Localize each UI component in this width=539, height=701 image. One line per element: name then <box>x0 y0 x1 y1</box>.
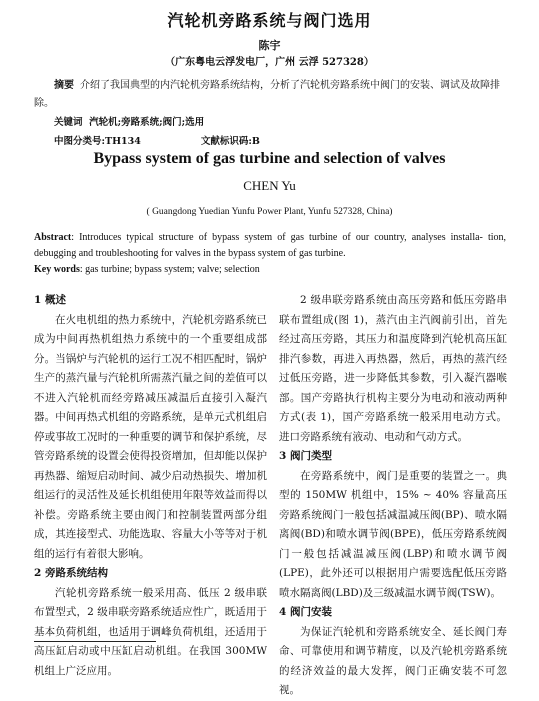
english-keywords-label: Key words <box>34 264 80 275</box>
english-keywords <box>34 264 260 275</box>
chinese-keywords-text: 汽轮机;旁路系统;阀门;选用 <box>89 117 205 128</box>
english-abstract-text: : Introduces typical structure of bypass system of gas turbine of our country, analyses installa- tion, debugging and troubleshooting for valves in the bypass system of gas turbine. <box>34 232 506 259</box>
chinese-author: 陈宇 <box>258 39 281 52</box>
chinese-keywords-label: 关键词 <box>54 117 83 128</box>
chinese-abstract-label: 摘要 <box>54 80 74 91</box>
english-author: CHEN Yu <box>243 178 296 193</box>
section-4-paragraph: 为保证汽轮机和旁路系统安全、延长阀门寿命、可靠使用和调节精度，以及汽轮机旁路系统的经济效益的最大发挥，阀门正确安装不可忽视。 <box>279 625 507 696</box>
footnote-divider <box>34 641 156 642</box>
section-2-paragraph-2: 2 级串联旁路系统由高压旁路和低压旁路串联布置组成(图 1)，蒸汽由主汽阀前引出，首先经过高压旁路，其压力和温度降到汽轮机高压缸排汽参数，再进入再热器，然后，再热的蒸汽经过低压旁路，进一步降低其参数，引入凝汽器喉部。国产旁路执行机构主要分为电动和液动两种方式(表 1)，国产旁路系统一般采用电动方式。进口旁路系统有液动、电动和气动方式。 <box>279 294 507 443</box>
chinese-abstract-text: 介绍了我国典型的内汽轮机旁路系统结构，分析了汽轮机旁路系统中阀门的安装、调试及故障排除。 <box>34 80 500 109</box>
english-title: Bypass system of gas turbine and selection of valves <box>93 150 446 167</box>
clc-number: 中图分类号:TH134 <box>54 136 141 147</box>
section-3-heading: 3 阀门类型 <box>279 450 332 462</box>
english-abstract <box>34 230 506 261</box>
english-affiliation: ( Guangdong Yuedian Yunfu Power Plant, Yunfu 527328, China) <box>146 207 393 217</box>
chinese-title: 汽轮机旁路系统与阀门选用 <box>167 11 372 30</box>
english-abstract-label: Abstract <box>34 232 72 243</box>
section-1-heading: 1 概述 <box>34 294 66 306</box>
section-4-heading: 4 阀门安装 <box>279 606 332 618</box>
left-column <box>34 291 267 681</box>
document-code: 文献标识码:B <box>200 136 260 147</box>
section-2-paragraph-1: 汽轮机旁路系统一般采用高、低压 2 级串联布置型式，2 级串联旁路系统适应性广，既适用于基本负荷机组，也适用于调峰负荷机组，还适用于高压缸启动或中压缸启动机组。在我国 300MW 机组上广泛应用。 <box>34 586 267 677</box>
section-1-paragraph: 在火电机组的热力系统中，汽轮机旁路系统已成为中间再热机组热力系统中的一个重要组成部分。当锅炉与汽轮机的运行工况不相匹配时，锅炉生产的蒸汽量与汽轮机所需蒸汽量之间的差值可以不进入汽轮机而经旁路减压减温后直接引入凝汽器。中间再热式机组的旁路系统，是单元式机组启停或事故工况时的一种重要的调节和保护系统，尽管旁路系统的设置会使得投资增加，但却能以保护再热器、缩短启动时间、减少启动热损失、增加机组运行的灵活性及延长机组使用年限等效益而得以补偿。旁路系统主要由阀门和控制装置两部分组成，其连接型式、功能选取、容量大小等等对于机组的运行有着很大影响。 <box>34 313 267 560</box>
section-2-heading: 2 旁路系统结构 <box>34 567 108 579</box>
chinese-abstract <box>34 77 504 113</box>
chinese-keywords <box>54 114 204 128</box>
english-keywords-text: : gas turbine; bypass system; valve; selection <box>79 264 260 275</box>
section-3-paragraph: 在旁路系统中，阀门是重要的装置之一。典型的 150MW 机组中，15% ~ 40% 容量高压旁路系统阀门一般包括减温减压阀(BP)、喷水隔离阀(BD)和喷水调节阀(BPE)，低压旁路系统阀门一般包括减温减压阀(LBP)和喷水调节阀(LPE)，此外还可以根据用户需要选配低压旁路喷水隔离阀(LBD)及三级减温水调节阀(TSW)。 <box>279 469 507 599</box>
classification-line <box>54 133 320 147</box>
right-column <box>279 291 507 701</box>
chinese-affiliation: （广东粤电云浮发电厂，广州 云浮 527328） <box>165 57 374 68</box>
